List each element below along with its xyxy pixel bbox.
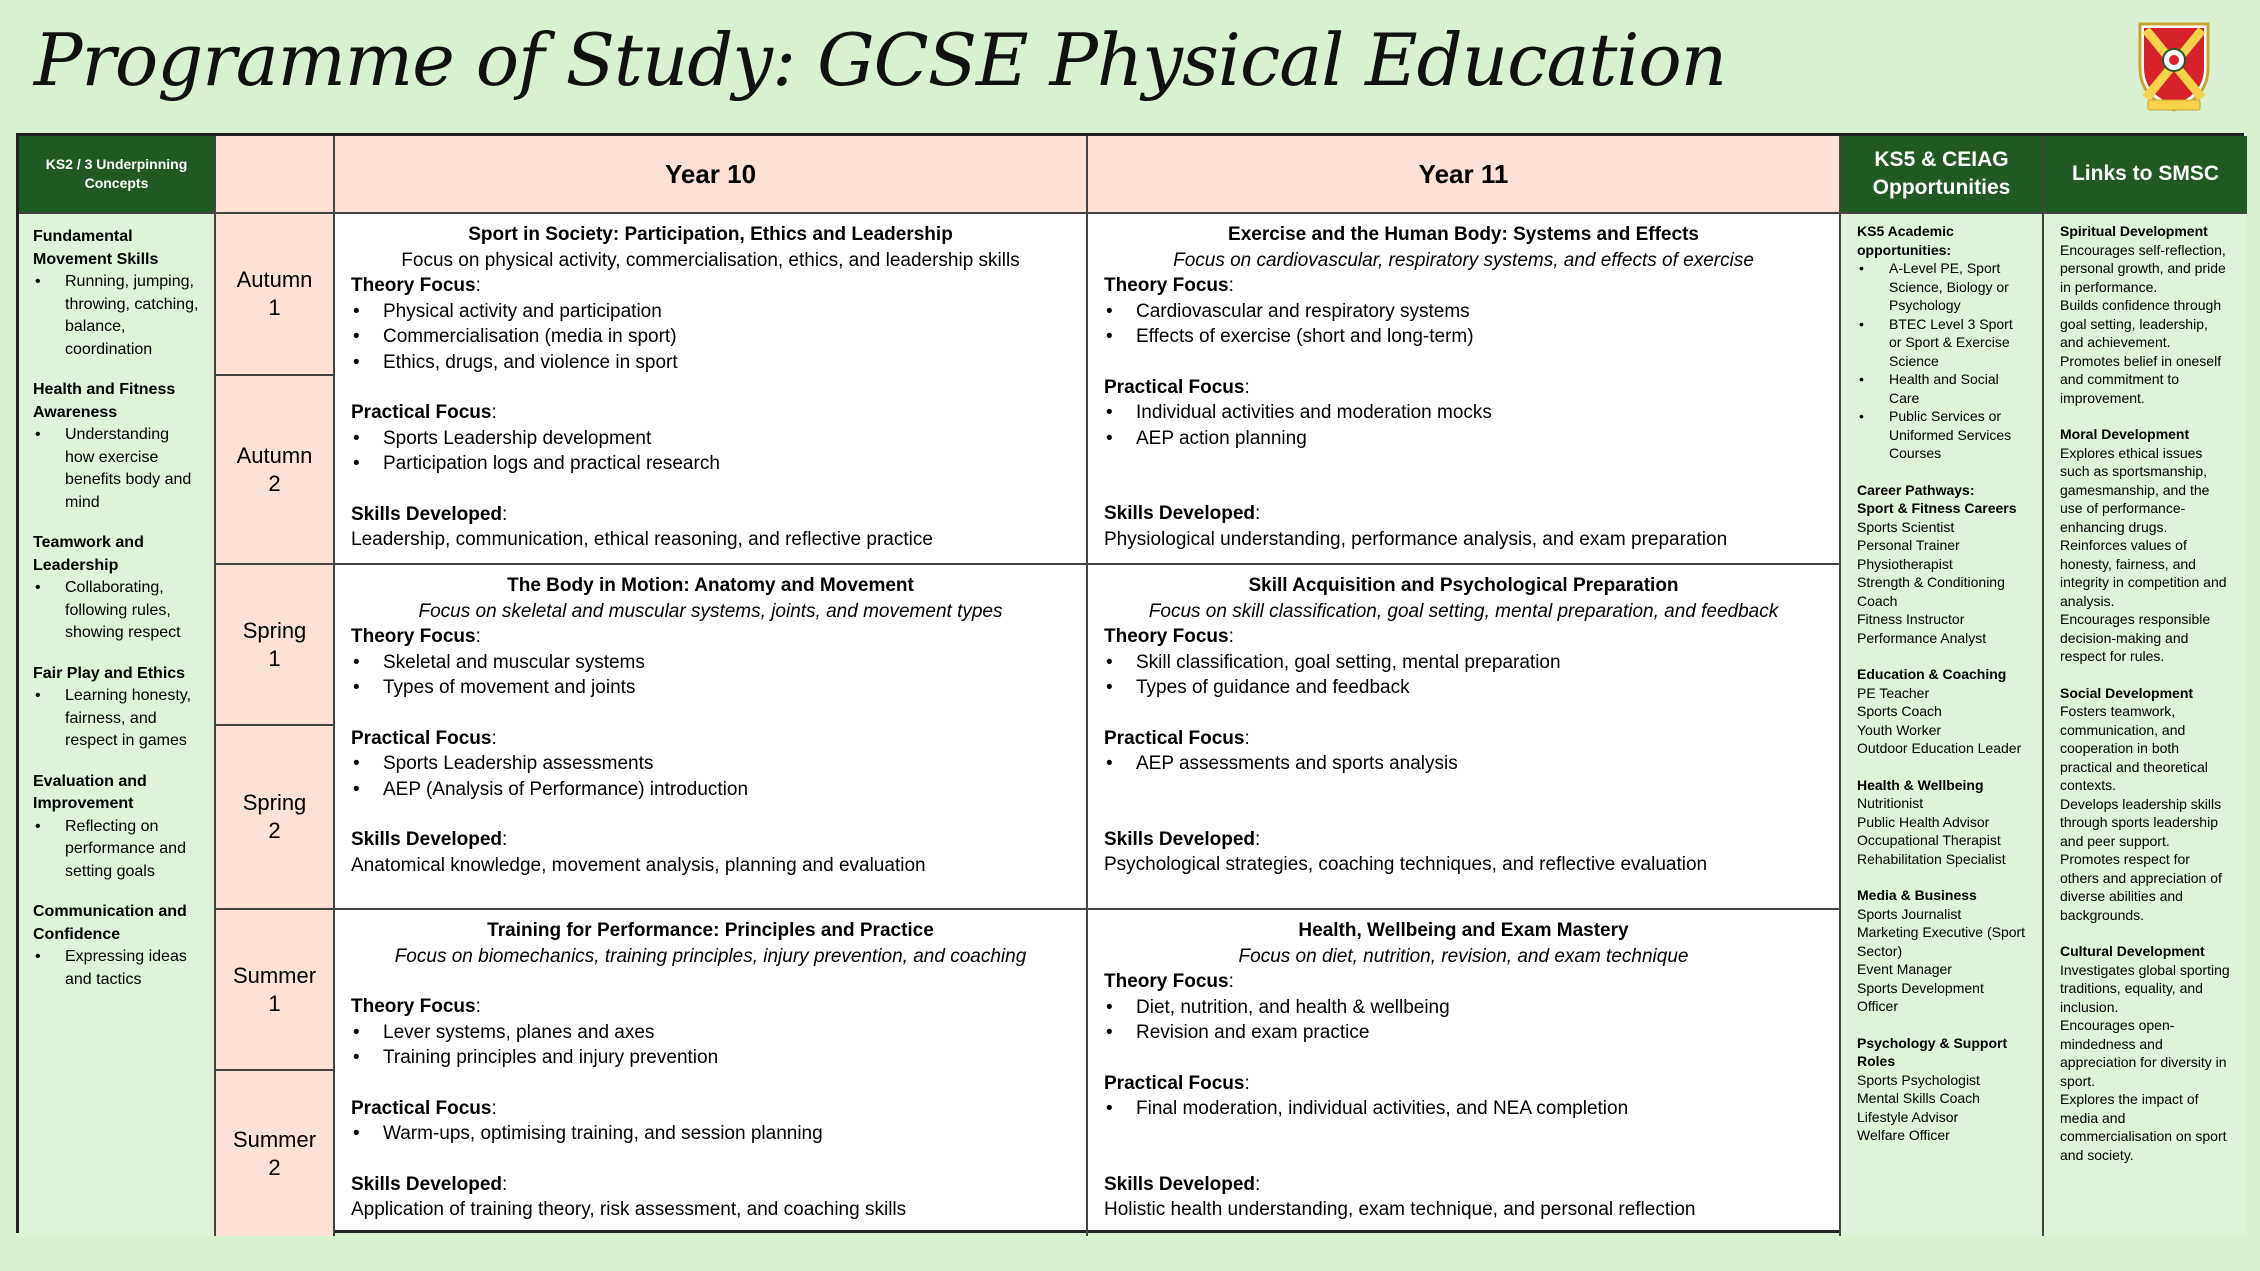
term-summer-2: [216, 1071, 335, 1236]
theory-heading: Theory Focus:: [351, 996, 481, 1017]
term-number: 1: [268, 990, 281, 1016]
ks2-item: • Understanding how exercise benefits body and mind: [33, 424, 200, 514]
career-item: Welfare Officer: [1857, 1127, 1950, 1143]
ks2-group: [33, 771, 200, 884]
ks2-item: • Expressing ideas and tactics: [33, 946, 200, 991]
career-item: Lifestyle Advisor: [1857, 1108, 1959, 1125]
career-group-title: Education & Coaching: [1857, 666, 2007, 682]
smsc-text: Explores ethical issues such as sportsmanship, gamesmanship, and the use of performance-enhancing drugs.: [2060, 444, 2210, 535]
career-item: Sports Development Officer: [1857, 979, 1984, 1014]
practical-item: • Sports Leadership assessments: [351, 751, 1070, 777]
ks2-item: • Reflecting on performance and setting goals: [33, 816, 200, 884]
career-item: Sports Journalist: [1857, 905, 1962, 922]
ks5-academic-title: KS5 Academic opportunities:: [1857, 223, 1954, 258]
ks5-ceiag: [1841, 214, 2044, 1236]
unit-title: Skill Acquisition and Psychological Preparation: [1248, 575, 1679, 596]
skills-heading: Skills Developed:: [351, 829, 508, 850]
ks2-item: • Collaborating, following rules, showing respect: [33, 577, 200, 645]
smsc-links: [2044, 214, 2247, 1236]
theory-item: • Effects of exercise (short and long-term): [1104, 324, 1823, 350]
skills-text: Application of training theory, risk assessment, and coaching skills: [351, 1199, 907, 1220]
smsc-text: Encourages open-mindedness and appreciation for diversity in sport.: [2060, 1017, 2227, 1089]
term-number: 1: [268, 295, 281, 320]
ks5-header: KS5 & CEIAG Opportunities: [1841, 136, 2044, 214]
unit-title: Sport in Society: Participation, Ethics and Leadership: [468, 224, 953, 245]
theory-item: • Physical activity and participation: [351, 299, 1070, 325]
practical-heading: Practical Focus:: [351, 727, 497, 749]
ks5-academic-item: • BTEC Level 3 Sport or Sport & Exercise Science: [1857, 315, 2026, 371]
term-name: Autumn: [236, 267, 313, 292]
term-number: 2: [268, 1154, 281, 1180]
unit-y10-autumn: [335, 214, 1088, 565]
smsc-text: Encourages self-reflection, personal growth, and pride in performance.: [2060, 241, 2226, 295]
term-summer-1: [216, 910, 335, 1071]
career-item: Strength & Conditioning Coach: [1857, 574, 2005, 609]
school-crest-icon: [2132, 18, 2216, 114]
career-item: Sports Psychologist: [1857, 1071, 1980, 1088]
skills-heading: Skills Developed:: [1104, 1173, 1261, 1195]
skills-heading: Skills Developed:: [351, 503, 508, 525]
practical-heading: Practical Focus:: [1104, 727, 1250, 749]
term-name: Summer: [232, 962, 317, 988]
theory-item: • Revision and exam practice: [1104, 1020, 1823, 1046]
term-number: 1: [268, 645, 281, 671]
practical-item: • AEP action planning: [1104, 426, 1823, 452]
practical-heading: Practical Focus:: [351, 402, 497, 423]
career-item: Youth Worker: [1857, 721, 1942, 738]
practical-heading: Practical Focus:: [1104, 1072, 1250, 1094]
career-item: Physiotherapist: [1857, 555, 1953, 572]
term-name: Summer: [232, 1126, 317, 1152]
skills-text: Psychological strategies, coaching techniques, and reflective evaluation: [1104, 854, 1708, 875]
skills-text: Holistic health understanding, exam technique, and personal reflection: [1104, 1199, 1696, 1220]
ks2-group: [33, 901, 200, 991]
theory-heading: Theory Focus:: [1104, 971, 1234, 992]
theory-item: • Skill classification, goal setting, mental preparation: [1104, 650, 1823, 676]
career-group: [1857, 481, 2026, 648]
year10-header: Year 10: [335, 136, 1088, 214]
skills-text: Physiological understanding, performance analysis, and exam preparation: [1104, 528, 1728, 550]
ks2-group-title: Fair Play and Ethics: [33, 664, 186, 682]
smsc-group-title: Spiritual Development: [2060, 223, 2208, 239]
term-autumn-2: [216, 376, 335, 565]
theory-heading: Theory Focus:: [351, 626, 481, 647]
career-group-title: Psychology & Support Roles: [1857, 1034, 2008, 1069]
career-group: [1857, 665, 2026, 758]
career-group: [1857, 1034, 2026, 1145]
unit-title: Health, Wellbeing and Exam Mastery: [1298, 920, 1629, 941]
term-header-blank: [216, 136, 335, 214]
practical-item: • AEP (Analysis of Performance) introduction: [351, 777, 1070, 803]
practical-item: • Sports Leadership development: [351, 426, 1070, 452]
ks2-header: KS2 / 3 Underpinning Concepts: [19, 136, 216, 214]
ks2-group: [33, 663, 200, 753]
smsc-group: [2060, 222, 2231, 407]
practical-heading: Practical Focus:: [1104, 376, 1250, 398]
career-item: Event Manager: [1857, 961, 1952, 977]
career-item: Sports Coach: [1857, 703, 1942, 719]
ks2-item: • Running, jumping, throwing, catching, balance, coordination: [33, 271, 200, 361]
theory-item: • Cardiovascular and respiratory systems: [1104, 299, 1823, 325]
theory-item: • Training principles and injury prevention: [351, 1045, 1070, 1071]
ks2-group: [33, 532, 200, 645]
unit-y10-spring: [335, 565, 1088, 910]
term-number: 2: [268, 818, 281, 843]
term-spring-1: [216, 565, 335, 726]
smsc-text: Promotes respect for others and appreciation of diverse abilities and backgrounds.: [2060, 851, 2222, 923]
career-item: Mental Skills Coach: [1857, 1090, 1980, 1106]
career-item: Fitness Instructor: [1857, 611, 1965, 627]
smsc-text: Fosters teamwork, communication, and cooperation in both practical and theoretical contexts.: [2060, 703, 2208, 793]
term-name: Autumn: [236, 442, 313, 468]
term-autumn-1: [216, 214, 335, 376]
skills-text: Leadership, communication, ethical reasoning, and reflective practice: [351, 529, 933, 550]
career-group-title: Sport & Fitness Careers: [1857, 500, 2017, 516]
smsc-group-title: Social Development: [2060, 684, 2194, 701]
ks2-group-title: Health and Fitness Awareness: [33, 381, 176, 421]
smsc-text: Explores the impact of media and commercialisation on sport and society.: [2060, 1091, 2227, 1163]
term-number: 2: [268, 470, 281, 496]
unit-focus: Focus on skeletal and muscular systems, joints, and movement types: [418, 600, 1003, 622]
career-group: [1857, 886, 2026, 1016]
programme-table: [16, 133, 2244, 1233]
theory-item: • Lever systems, planes and axes: [351, 1020, 1070, 1046]
smsc-text: Builds confidence through goal setting, leadership, and achievement.: [2060, 297, 2222, 350]
practical-item: • Warm-ups, optimising training, and session planning: [351, 1121, 1070, 1147]
theory-item: • Types of guidance and feedback: [1104, 675, 1823, 701]
skills-heading: Skills Developed:: [351, 1173, 508, 1195]
career-item: Nutritionist: [1857, 795, 1924, 811]
smsc-text: Promotes belief in oneself and commitment to improvement.: [2060, 352, 2222, 406]
ks2-concepts: [19, 214, 216, 1236]
career-item: Marketing Executive (Sport Sector): [1857, 924, 2026, 959]
smsc-group: [2060, 684, 2231, 925]
unit-focus: Focus on biomechanics, training principles, injury prevention, and coaching: [394, 945, 1027, 967]
ks2-group-title: Communication and Confidence: [33, 903, 187, 943]
smsc-group-title: Cultural Development: [2060, 943, 2205, 959]
ks5-academic-item: • A-Level PE, Sport Science, Biology or Psychology: [1857, 259, 2026, 315]
term-name: Spring: [242, 790, 307, 815]
smsc-text: Investigates global sporting traditions, equality, and inclusion.: [2060, 961, 2230, 1015]
unit-focus: Focus on diet, nutrition, revision, and exam technique: [1238, 945, 1689, 967]
term-name: Spring: [242, 617, 307, 643]
theory-item: • Ethics, drugs, and violence in sport: [351, 350, 1070, 376]
unit-y10-summer: [335, 910, 1088, 1236]
practical-item: • Participation logs and practical research: [351, 451, 1070, 477]
unit-title: Exercise and the Human Body: Systems and Effects: [1228, 224, 1699, 245]
practical-item: • Final moderation, individual activities, and NEA completion: [1104, 1096, 1823, 1122]
ks5-academic-item: • Public Services or Uniformed Services Courses: [1857, 407, 2026, 463]
practical-item: • AEP assessments and sports analysis: [1104, 751, 1823, 777]
career-group: [1857, 776, 2026, 869]
term-spring-2: [216, 726, 335, 910]
career-item: Performance Analyst: [1857, 629, 1987, 646]
theory-heading: Theory Focus:: [1104, 275, 1234, 296]
theory-heading: Theory Focus:: [1104, 626, 1234, 647]
ks5-academic-item: • Health and Social Care: [1857, 370, 2026, 407]
page-title: Programme of Study: GCSE Physical Education: [34, 18, 1727, 102]
career-group-title: Health & Wellbeing: [1857, 776, 1984, 793]
theory-heading: Theory Focus:: [351, 275, 481, 296]
theory-item: • Skeletal and muscular systems: [351, 650, 1070, 676]
skills-text: Anatomical knowledge, movement analysis, planning and evaluation: [351, 854, 926, 876]
unit-y11-autumn: [1088, 214, 1841, 565]
smsc-group-title: Moral Development: [2060, 426, 2190, 442]
career-item: Outdoor Education Leader: [1857, 740, 2022, 756]
career-item: PE Teacher: [1857, 684, 1930, 701]
unit-focus: Focus on skill classification, goal setting, mental preparation, and feedback: [1148, 600, 1779, 622]
smsc-group: [2060, 425, 2231, 666]
career-item: Public Health Advisor: [1857, 813, 1990, 830]
unit-title: The Body in Motion: Anatomy and Movement: [507, 575, 914, 596]
career-group-title: Media & Business: [1857, 887, 1977, 903]
practical-item: • Individual activities and moderation mocks: [1104, 400, 1823, 426]
skills-heading: Skills Developed:: [1104, 503, 1261, 524]
skills-heading: Skills Developed:: [1104, 828, 1261, 850]
ks5-academic: [1857, 222, 2026, 463]
practical-heading: Practical Focus:: [351, 1097, 497, 1119]
smsc-text: Reinforces values of honesty, fairness, and integrity in competition and analysis.: [2060, 537, 2227, 609]
ks2-item: • Learning honesty, fairness, and respect in games: [33, 685, 200, 753]
smsc-group: [2060, 942, 2231, 1164]
career-item: Rehabilitation Specialist: [1857, 850, 2006, 867]
ks2-group: [33, 379, 200, 514]
unit-focus: Focus on cardiovascular, respiratory systems, and effects of exercise: [1173, 249, 1754, 271]
career-item: Occupational Therapist: [1857, 832, 2001, 848]
unit-y11-spring: [1088, 565, 1841, 910]
theory-item: • Diet, nutrition, and health & wellbeing: [1104, 995, 1823, 1021]
ks2-group-title: Evaluation and Improvement: [33, 772, 147, 812]
ks2-group: [33, 226, 200, 361]
career-item: Personal Trainer: [1857, 537, 1960, 553]
theory-item: • Types of movement and joints: [351, 675, 1070, 701]
year11-header: Year 11: [1088, 136, 1841, 214]
unit-title: Training for Performance: Principles and Practice: [487, 920, 934, 941]
smsc-header: Links to SMSC: [2044, 136, 2247, 214]
career-pathways-title: Career Pathways:: [1857, 481, 1975, 498]
ks2-group-title: Fundamental Movement Skills: [33, 228, 159, 268]
unit-y11-summer: [1088, 910, 1841, 1236]
smsc-text: Develops leadership skills through sports leadership and peer support.: [2060, 795, 2222, 849]
career-item: Sports Scientist: [1857, 518, 1955, 535]
theory-item: • Commercialisation (media in sport): [351, 324, 1070, 350]
smsc-text: Encourages responsible decision-making and respect for rules.: [2060, 611, 2211, 664]
ks2-group-title: Teamwork and Leadership: [33, 534, 144, 574]
unit-focus: Focus on physical activity, commercialisation, ethics, and leadership skills: [401, 249, 1020, 271]
